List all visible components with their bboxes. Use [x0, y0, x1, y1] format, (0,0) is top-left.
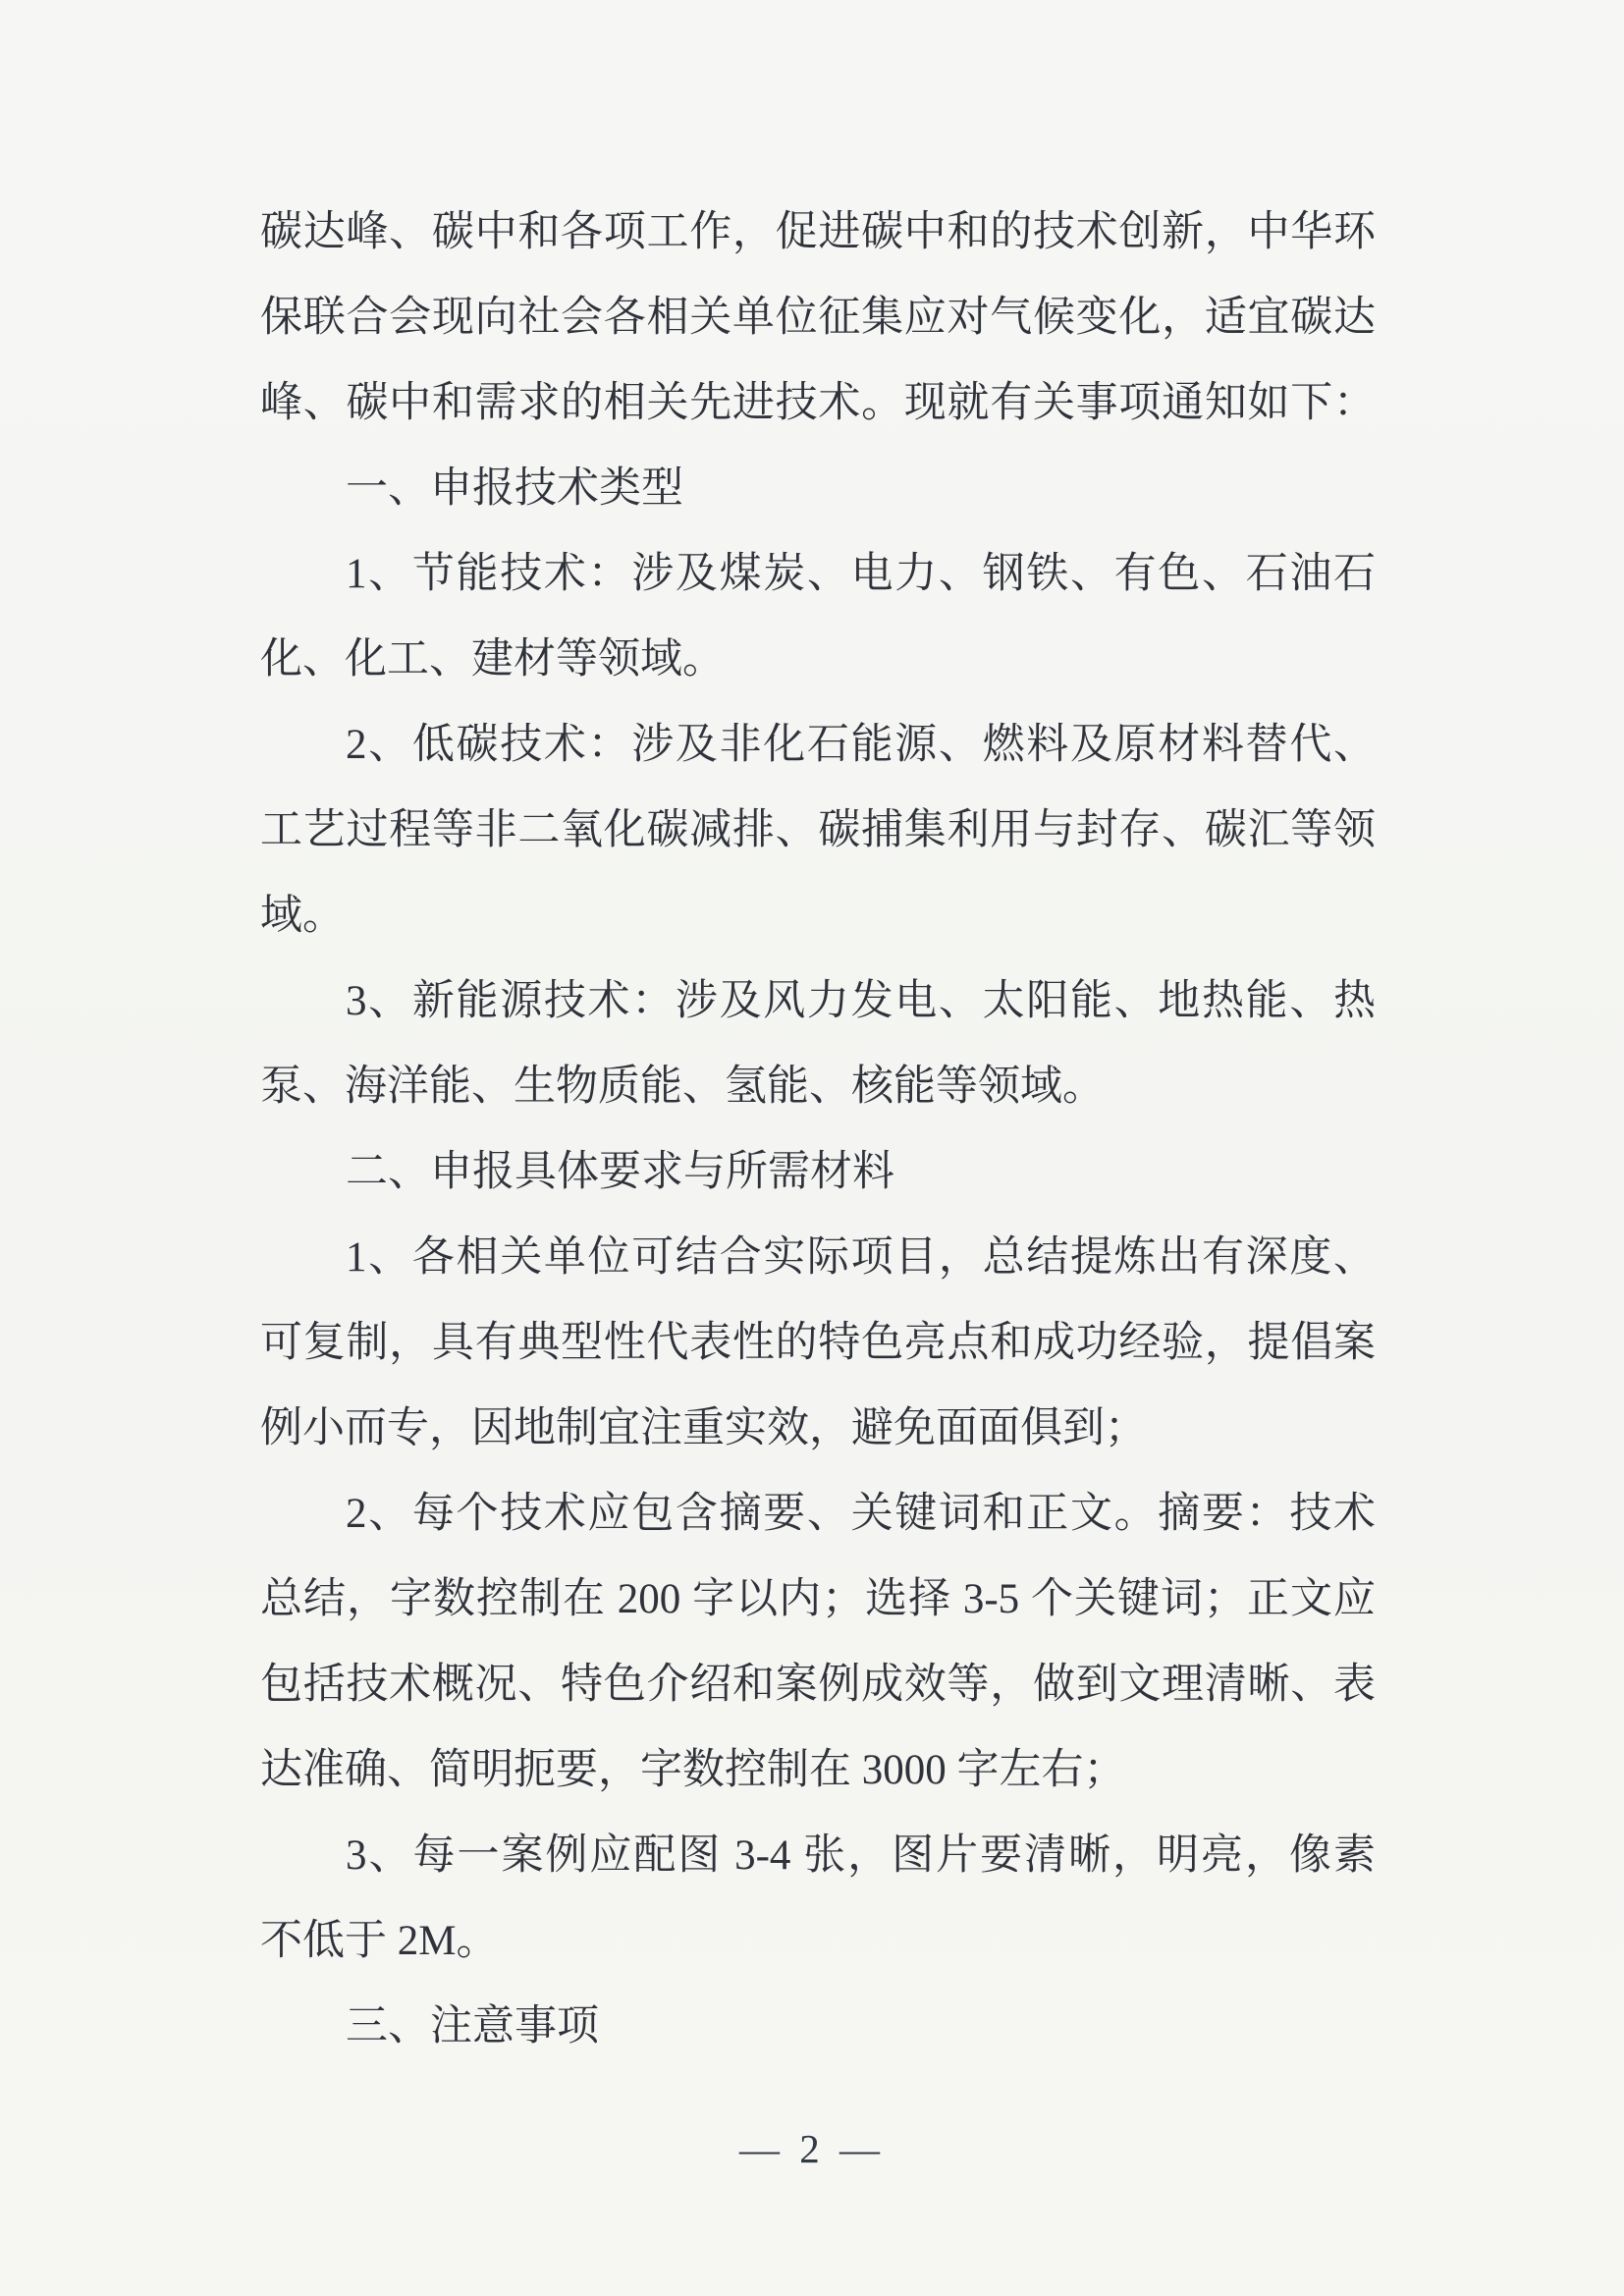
section-1-heading: 一、申报技术类型 [346, 465, 683, 512]
requirement-1-line-3: 例小而专，因地制宜注重实效，避免面面俱到； [260, 1405, 1147, 1451]
tech-type-1-line-1: 1、节能技术：涉及煤炭、电力、钢铁、有色、石油石 [346, 551, 1376, 597]
requirement-3-line-2: 不低于 2M。 [260, 1918, 499, 1964]
tech-type-3-line-2: 泵、海洋能、生物质能、氢能、核能等领域。 [260, 1064, 1105, 1110]
tech-type-2-line-3: 域。 [260, 893, 345, 939]
tech-type-3-line-1: 3、新能源技术：涉及风力发电、太阳能、地热能、热 [346, 978, 1376, 1024]
section-3-heading: 三、注意事项 [346, 2003, 599, 2050]
intro-line-2: 保联合会现向社会各相关单位征集应对气候变化，适宜碳达 [260, 295, 1376, 341]
requirement-1-line-1: 1、各相关单位可结合实际项目，总结提炼出有深度、 [346, 1234, 1376, 1281]
intro-line-3: 峰、碳中和需求的相关先进技术。现就有关事项通知如下： [260, 380, 1376, 426]
requirement-2-line-1: 2、每个技术应包含摘要、关键词和正文。摘要：技术 [346, 1491, 1376, 1537]
intro-line-1: 碳达峰、碳中和各项工作，促进碳中和的技术创新，中华环 [260, 209, 1376, 255]
requirement-2-line-4: 达准确、简明扼要，字数控制在 3000 字左右； [260, 1747, 1126, 1793]
section-2-heading: 二、申报具体要求与所需材料 [346, 1149, 894, 1195]
tech-type-2-line-1: 2、低碳技术：涉及非化石能源、燃料及原材料替代、 [346, 722, 1376, 768]
tech-type-1-line-2: 化、化工、建材等领域。 [260, 636, 725, 683]
requirement-2-line-3: 包括技术概况、特色介绍和案例成效等，做到文理清晰、表 [260, 1662, 1376, 1708]
requirement-2-line-2: 总结，字数控制在 200 字以内；选择 3-5 个关键词；正文应 [260, 1576, 1376, 1622]
requirement-1-line-2: 可复制，具有典型性代表性的特色亮点和成功经验，提倡案 [260, 1320, 1376, 1366]
tech-type-2-line-2: 工艺过程等非二氧化碳减排、碳捕集利用与封存、碳汇等领 [260, 807, 1376, 853]
requirement-3-line-1: 3、每一案例应配图 3-4 张，图片要清晰，明亮，像素 [346, 1832, 1376, 1879]
document-body [260, 190, 1376, 2069]
page-number: — 2 — [739, 2126, 885, 2171]
